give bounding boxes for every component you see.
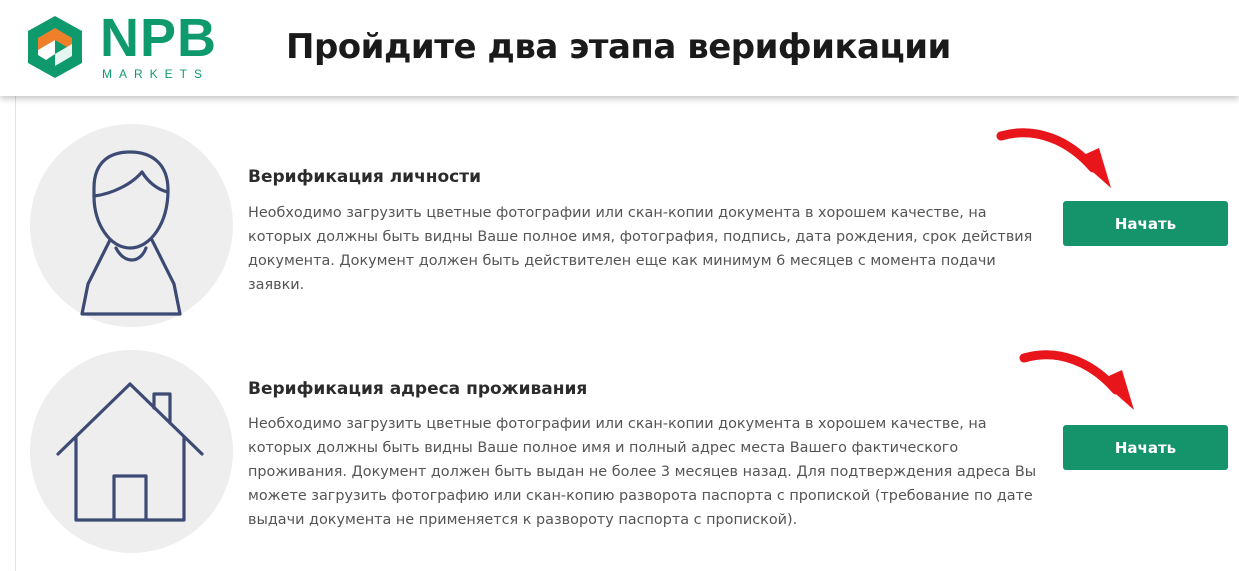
identity-icon-circle (30, 124, 233, 327)
house-icon (30, 350, 233, 553)
section-description (248, 412, 1048, 532)
identity-verification-section (0, 112, 1239, 342)
logo-subtitle: MARKETS (102, 67, 210, 81)
description-line: которых должны быть видны Ваше полное имя, фотография, подпись, дата рождения, срок действия (248, 229, 1033, 245)
start-identity-button[interactable]: Начать (1063, 201, 1228, 246)
section-description (248, 201, 1048, 297)
description-line: Необходимо загрузить цветные фотографии или скан-копии документа в хорошем качестве, на (248, 205, 987, 221)
logo-mark-icon (22, 14, 88, 80)
logo-text: NPB (100, 8, 218, 68)
section-title: Верификация адреса проживания (248, 379, 588, 399)
start-address-button[interactable]: Начать (1063, 425, 1228, 470)
description-line: заявки. (248, 277, 305, 293)
red-arrow-icon (1018, 344, 1138, 424)
description-line: которых должны быть видны Ваше полное имя и полный адрес места Вашего фактического (248, 440, 959, 456)
description-line: выдачи документа не применяется к развороту паспорта с пропиской). (248, 512, 798, 528)
logo[interactable] (22, 8, 242, 82)
section-title: Верификация личности (248, 167, 482, 187)
person-icon (30, 124, 233, 327)
description-line: можете загрузить фотографию или скан-копию разворота паспорта с пропиской (требование по дате (248, 488, 1033, 504)
address-verification-section (0, 338, 1239, 568)
description-line: документа. Документ должен быть действителен еще как минимум 6 месяцев с момента подачи (248, 253, 996, 269)
header (0, 0, 1239, 96)
page-title: Пройдите два этапа верификации (286, 27, 951, 67)
description-line: проживания. Документ должен быть выдан не более 3 месяцев назад. Для подтверждения адреса Вы (248, 464, 1037, 480)
description-line: Необходимо загрузить цветные фотографии или скан-копии документа в хорошем качестве, на (248, 416, 987, 432)
red-arrow-icon (995, 122, 1115, 202)
address-icon-circle (30, 350, 233, 553)
